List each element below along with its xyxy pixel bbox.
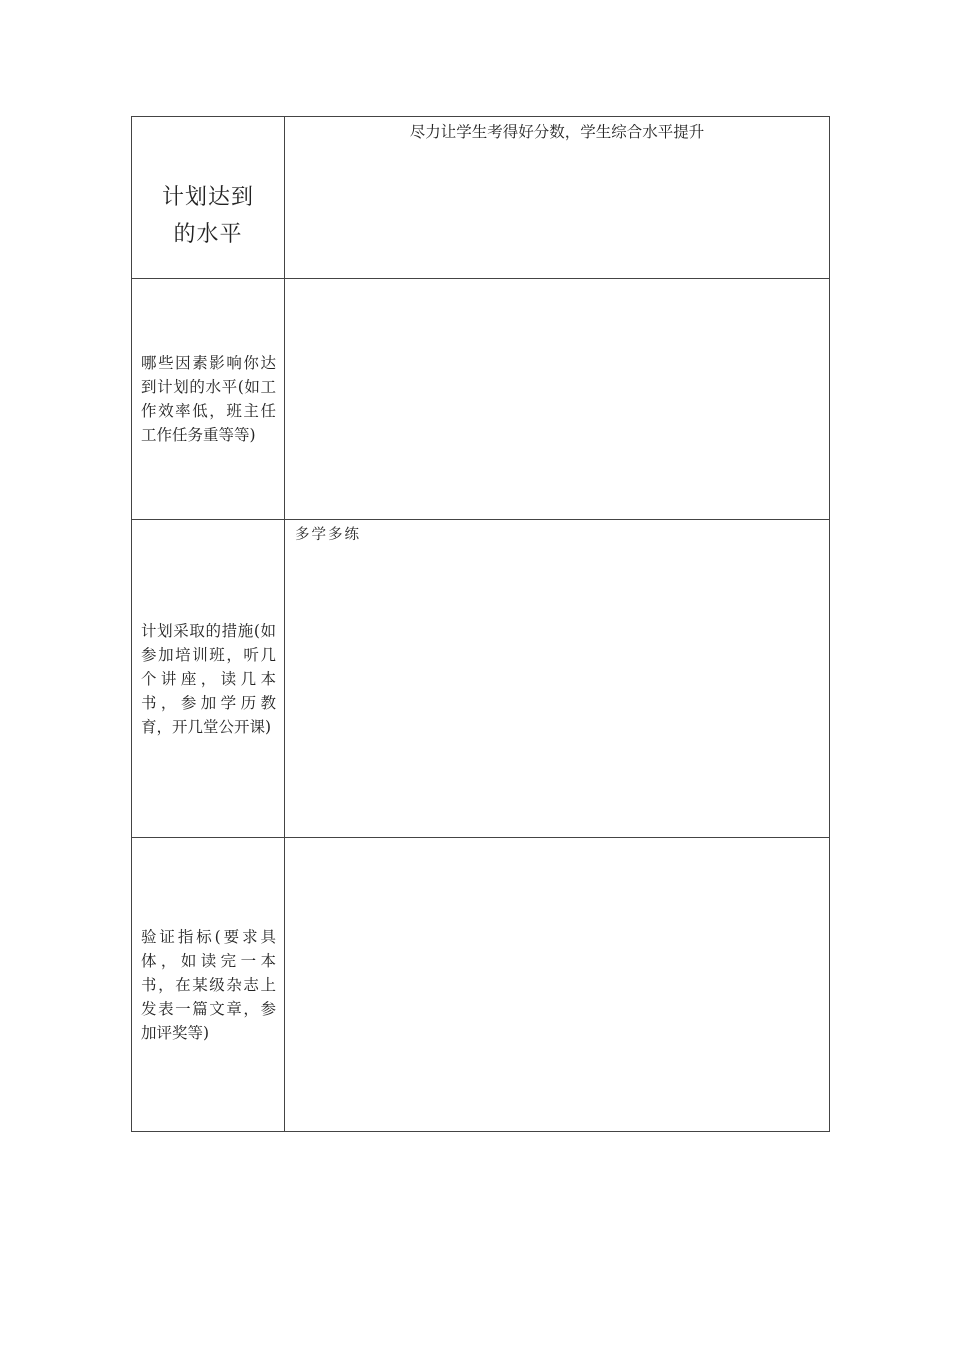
label-indicators: 验证指标(要求具体，如读完一本书，在某级杂志上发表一篇文章，参加评奖等) [141,927,276,1042]
content-cell-measures[interactable] [285,520,830,838]
content-indicators [285,838,829,842]
label-cell-measures [132,520,285,838]
content-factors [285,279,829,283]
label-target-level [162,143,254,253]
label-line-2: 的水平 [173,221,243,247]
content-cell-target-level[interactable] [285,117,830,279]
table-row-measures [132,520,830,838]
content-cell-indicators[interactable] [285,838,830,1132]
label-cell-target-level [132,117,285,279]
label-cell-factors [132,279,285,520]
label-measures: 计划采取的措施(如参加培训班，听几个讲座，读几本书，参加学历教育，开几堂公开课) [141,621,276,736]
table-row-factors [132,279,830,520]
content-cell-factors[interactable] [285,279,830,520]
label-factors: 哪些因素影响你达到计划的水平(如工作效率低，班主任工作任务重等等) [141,354,276,444]
table-row-target-level [132,117,830,279]
content-target-level: 尽力让学生考得好分数，学生综合水平提升 [409,123,705,141]
label-line-1: 计划达到 [161,184,254,210]
label-cell-indicators [132,838,285,1132]
plan-form-table [131,116,830,1132]
content-measures: 多学多练 [295,527,361,543]
table-row-indicators [132,838,830,1132]
